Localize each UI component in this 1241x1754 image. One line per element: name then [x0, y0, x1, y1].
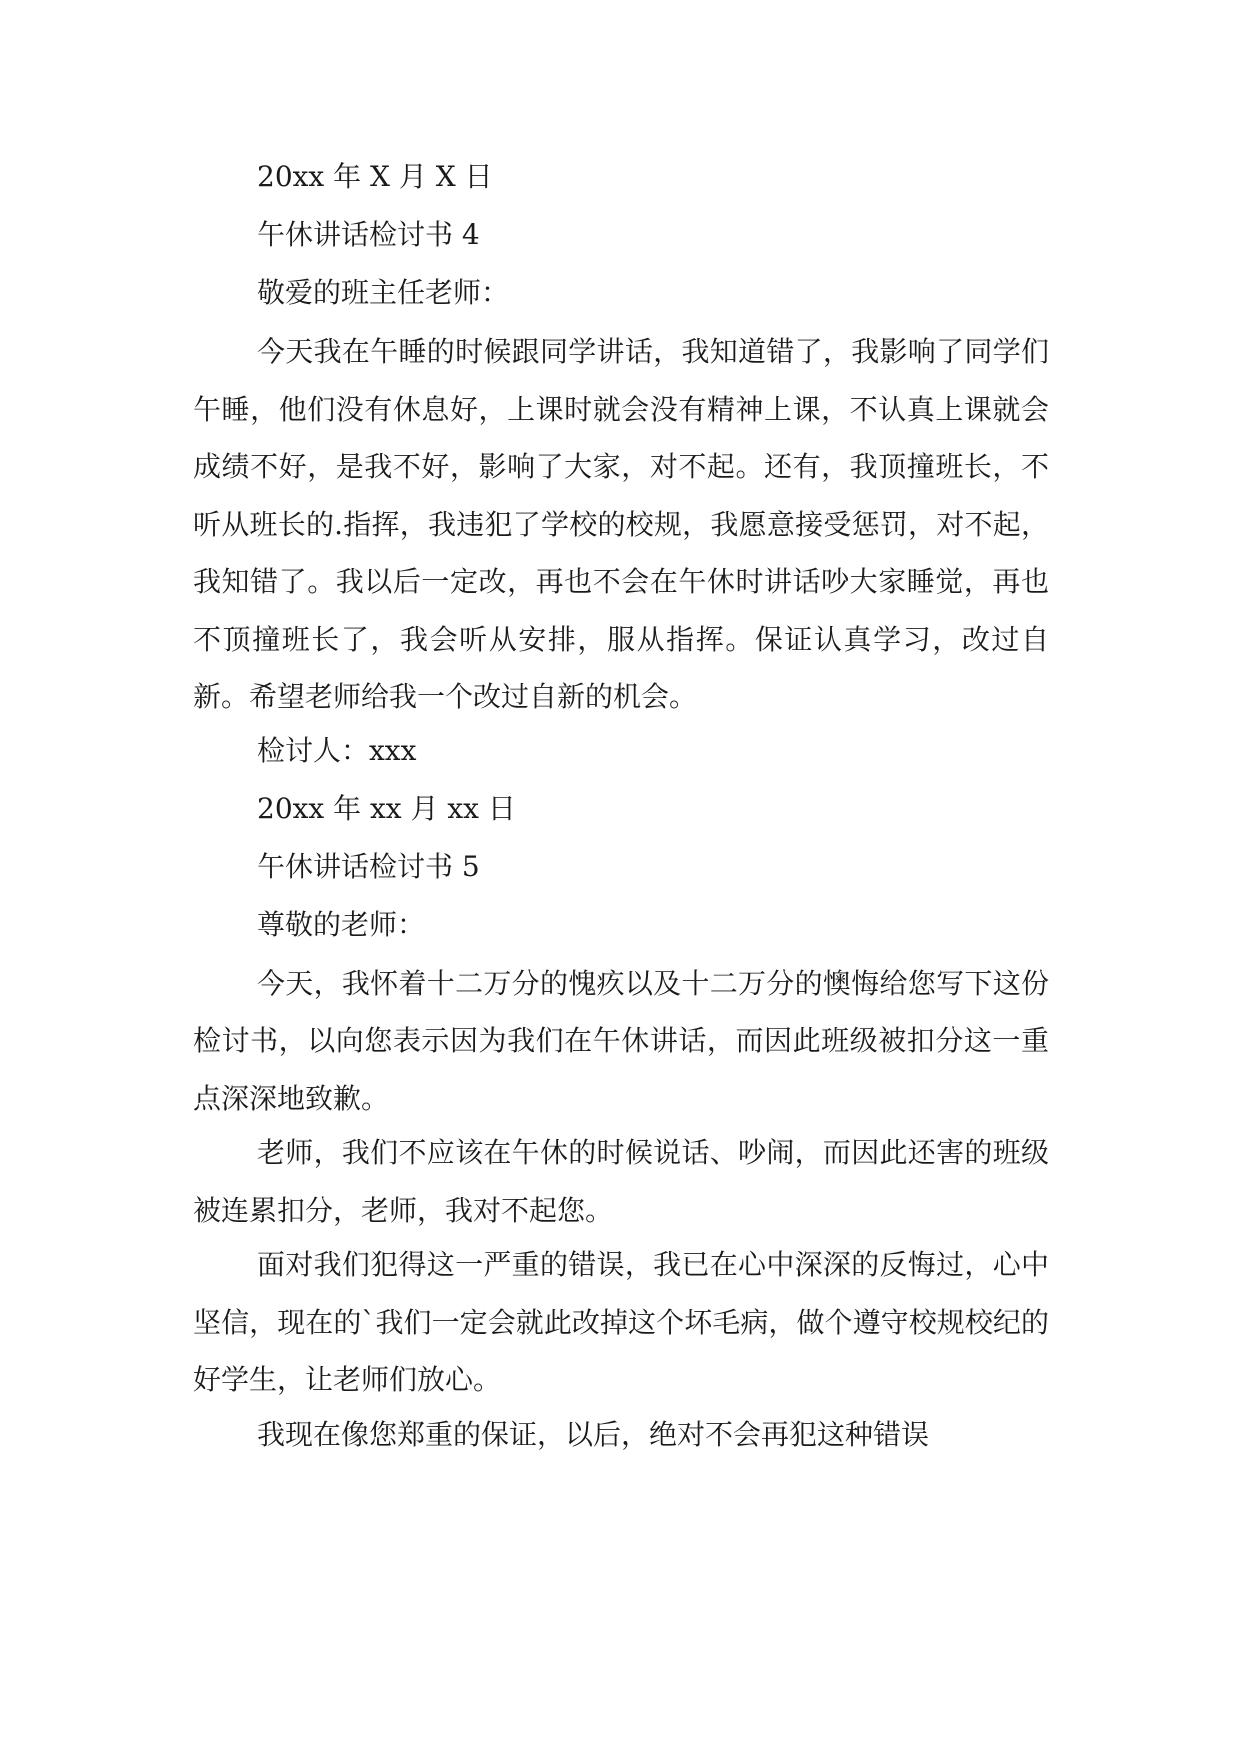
salutation: 尊敬的老师： [257, 907, 426, 941]
body-paragraph: 今天我在午睡的时候跟同学讲话，我知道错了，我影响了同学们午睡，他们没有休息好，上课时就会没有精神上课，不认真上课就会成绩不好，是我不好，影响了大家，对不起。还有，我顶撞班长，不听从班长的.指挥，我违犯了学校的校规，我愿意接受惩罚，对不起，我知错了。我以后一定改，再也不会在午休时讲话吵大家睡觉，再也不顶撞班长了，我会听从安排，服从指挥。保证认真学习，改过自新。希望老师给我一个改过自新的机会。 [193, 335, 1049, 713]
body-paragraph: 今天，我怀着十二万分的愧疚以及十二万分的懊悔给您写下这份检讨书，以向您表示因为我们在午休讲话，而因此班级被扣分这一重点深深地致歉。 [193, 966, 1049, 1115]
section-title-4: 午休讲话检讨书 4 [257, 218, 480, 251]
section-title-5: 午休讲话检讨书 5 [257, 849, 480, 883]
body-paragraph: 老师，我们不应该在午休的时候说话、吵闹，而因此还害的班级被连累扣分，老师，我对不起您。 [193, 1136, 1049, 1227]
document-body [193, 157, 1049, 1468]
body-paragraph: 面对我们犯得这一严重的错误，我已在心中深深的反悔过，心中坚信，现在的`我们一定会就此改掉这个坏毛病，做个遵守校规校纪的好学生，让老师们放心。 [193, 1248, 1049, 1396]
body-paragraph: 我现在像您郑重的保证，以后，绝对不会再犯这种错误 [257, 1417, 930, 1451]
date-line: 20xx 年 xx 月 xx 日 [257, 791, 516, 825]
date-line: 20xx 年 X 月 X 日 [257, 160, 493, 193]
signature-line: 检讨人：xxx [257, 733, 417, 767]
salutation: 敬爱的班主任老师： [257, 276, 510, 309]
